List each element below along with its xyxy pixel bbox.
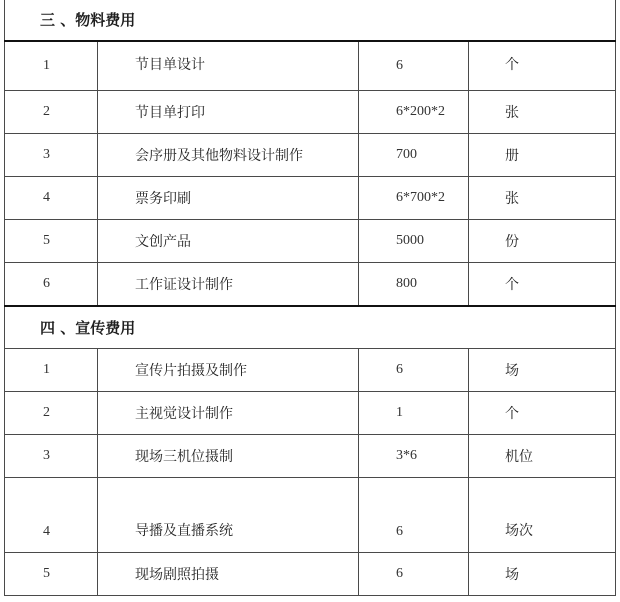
table-row [5,435,616,478]
item-name: 票务印刷 [98,177,359,220]
item-name: 宣传片拍摄及制作 [98,349,359,392]
table-row [5,478,616,553]
row-number: 4 [5,478,98,553]
item-unit: 个 [469,392,616,435]
item-unit: 份 [469,220,616,263]
table-row [5,41,616,91]
item-unit: 场 [469,553,616,596]
row-number: 1 [5,349,98,392]
table-row [5,392,616,435]
row-number: 4 [5,177,98,220]
item-quantity: 6 [359,41,469,91]
table-row [5,349,616,392]
item-name: 现场剧照拍摄 [98,553,359,596]
item-unit: 张 [469,91,616,134]
row-number: 5 [5,220,98,263]
table-row [5,220,616,263]
item-name: 会序册及其他物料设计制作 [98,134,359,177]
item-name: 导播及直播系统 [98,478,359,553]
item-quantity: 6*700*2 [359,177,469,220]
item-name: 节目单设计 [98,41,359,91]
budget-table [4,0,616,596]
item-unit: 场 [469,349,616,392]
item-unit: 场次 [469,478,616,553]
row-number: 3 [5,435,98,478]
row-number: 3 [5,134,98,177]
section-header-materials [5,0,616,41]
row-number: 2 [5,392,98,435]
item-unit: 张 [469,177,616,220]
item-name: 主视觉设计制作 [98,392,359,435]
item-unit: 个 [469,41,616,91]
row-number: 5 [5,553,98,596]
table-row [5,134,616,177]
item-unit: 册 [469,134,616,177]
section-header-promotion [5,306,616,349]
item-unit: 机位 [469,435,616,478]
row-number: 2 [5,91,98,134]
item-quantity: 5000 [359,220,469,263]
item-quantity: 6 [359,553,469,596]
item-quantity: 1 [359,392,469,435]
table-row [5,177,616,220]
item-quantity: 6 [359,349,469,392]
section-title: 三 、物料费用 [5,0,616,41]
item-name: 节目单打印 [98,91,359,134]
item-quantity: 6 [359,478,469,553]
item-unit: 个 [469,263,616,306]
row-number: 1 [5,41,98,91]
section-title: 四 、宣传费用 [5,306,616,349]
row-number: 6 [5,263,98,306]
item-quantity: 6*200*2 [359,91,469,134]
table-row [5,553,616,596]
item-name: 工作证设计制作 [98,263,359,306]
item-name: 文创产品 [98,220,359,263]
table-row [5,91,616,134]
item-quantity: 700 [359,134,469,177]
item-quantity: 3*6 [359,435,469,478]
table-row [5,263,616,306]
item-quantity: 800 [359,263,469,306]
item-name: 现场三机位摄制 [98,435,359,478]
